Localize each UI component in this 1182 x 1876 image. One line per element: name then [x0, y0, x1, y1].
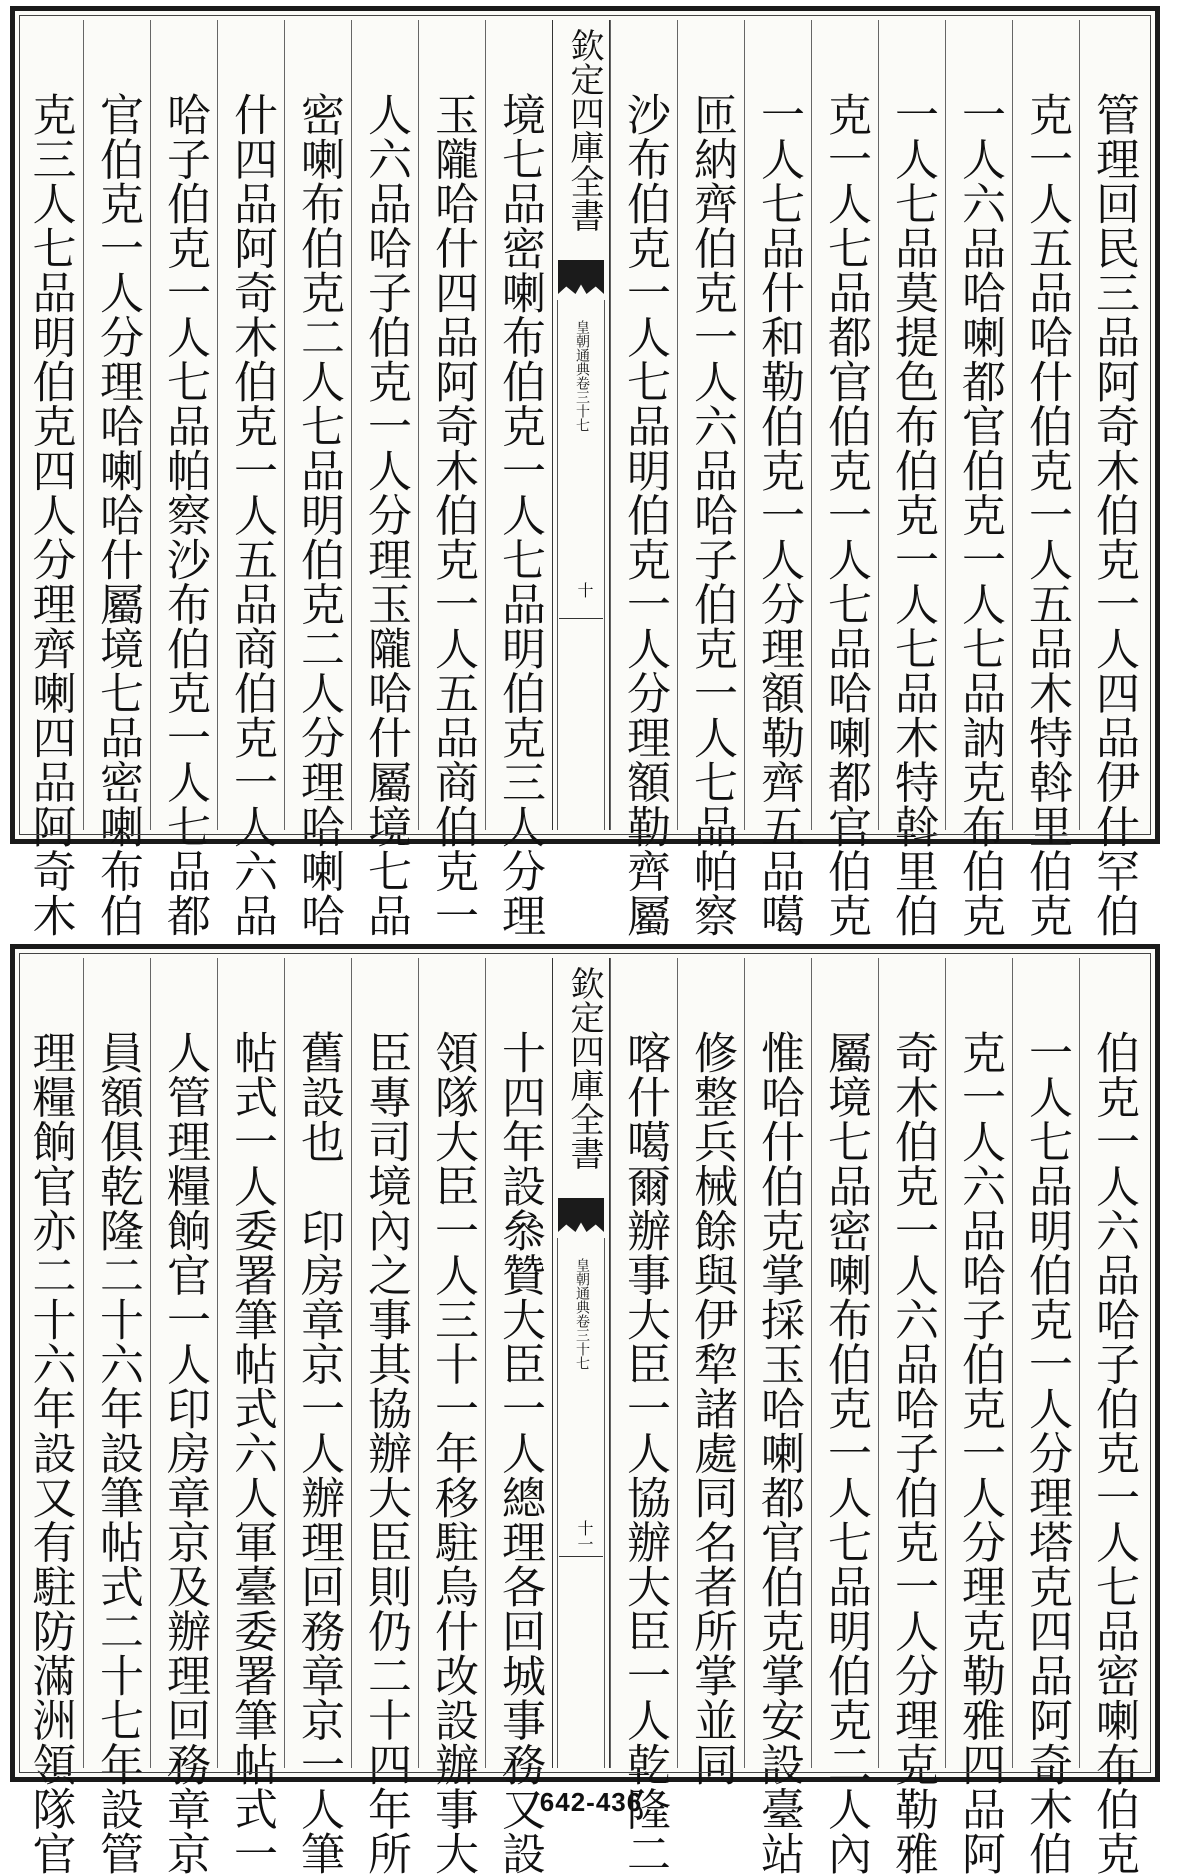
column-text: 一人七品莫提色布伯克一人七品木特斡里伯 — [887, 92, 938, 938]
column-text: 密喇布伯克二人七品明伯克二人分理哈喇哈 — [293, 92, 344, 938]
column-text: 修整兵械餘與伊犂諸處同名者所掌並同 — [686, 1030, 737, 1787]
text-column — [811, 958, 878, 1876]
text-column — [284, 20, 351, 938]
column-text: 屬境七品密喇布伯克一人七品明伯克二人內 — [820, 1030, 871, 1876]
text-column — [677, 958, 744, 1787]
fold-volume-label: 皇朝通典卷三十七 — [574, 1258, 590, 1370]
text-column — [16, 958, 83, 1876]
column-text: 克三人七品明伯克四人分理齊喇四品阿奇木 — [24, 92, 76, 938]
column-text: 理糧餉官亦二十六年設又有駐防滿洲領隊官 — [24, 1030, 76, 1876]
text-column — [351, 958, 418, 1876]
text-column — [351, 20, 418, 938]
text-column — [418, 958, 485, 1876]
column-text: 哈子伯克一人七品帕察沙布伯克一人七品都 — [159, 92, 210, 938]
text-column — [610, 20, 677, 938]
text-column — [677, 20, 744, 938]
text-column — [150, 958, 217, 1876]
fish-tail-ornament — [558, 1198, 604, 1232]
column-text: 人管理糧餉官一人印房章京及辦理回務章京 — [159, 1030, 210, 1876]
text-column — [878, 958, 945, 1876]
column-text: 一人七品明伯克一人分理塔克四品阿奇木伯 — [1021, 1030, 1072, 1876]
text-column — [217, 20, 284, 938]
page-number: 642-436 — [539, 1787, 643, 1817]
text-column — [284, 958, 351, 1876]
text-column — [744, 20, 811, 938]
center-fold — [552, 958, 610, 1768]
column-grid — [24, 20, 1146, 938]
column-text: 臣專司境內之事其協辦大臣則仍二十四年所 — [360, 1030, 411, 1876]
column-text: 舊設也 印房章京一人辦理回務章京一人筆 — [293, 1030, 344, 1876]
text-column — [945, 20, 1012, 938]
column-text: 沙布伯克一人七品明伯克一人分理額勒齊屬 — [619, 92, 670, 938]
text-column — [1079, 20, 1146, 938]
column-text: 境七品密喇布伯克一人七品明伯克三人分理 — [494, 92, 545, 938]
column-text: 克一人五品哈什伯克一人五品木特斡里伯克 — [1021, 92, 1072, 938]
text-column — [485, 958, 552, 1876]
folio-number: 十 — [575, 582, 594, 598]
text-column — [1012, 20, 1079, 938]
text-column — [744, 958, 811, 1876]
column-text: 管理回民三品阿奇木伯克一人四品伊什罕伯 — [1088, 92, 1139, 938]
text-column — [485, 20, 552, 938]
column-text: 克一人六品哈子伯克一人分理克勒雅四品阿 — [954, 1030, 1005, 1876]
column-text: 惟哈什伯克掌採玉哈喇都官伯克掌安設臺站 — [753, 1030, 804, 1876]
text-column — [1012, 958, 1079, 1876]
column-text: 十四年設叅贊大臣一人總理各回城事務又設 — [494, 1030, 545, 1876]
column-text: 什四品阿奇木伯克一人五品商伯克一人六品 — [226, 92, 277, 938]
text-column — [83, 958, 150, 1876]
column-text: 奇木伯克一人六品哈子伯克一人分理克勒雅 — [887, 1030, 938, 1876]
column-text: 員額俱乾隆二十六年設筆帖式二十七年設管 — [92, 1030, 143, 1876]
text-column — [610, 958, 677, 1876]
fish-tail-ornament — [558, 260, 604, 294]
column-text: 一人六品哈喇都官伯克一人七品訥克布伯克 — [954, 92, 1005, 938]
column-text: 喀什噶爾辦事大臣一人協辦大臣一人乾隆二 — [619, 1030, 670, 1876]
upper-page — [10, 6, 1160, 938]
text-column — [418, 20, 485, 938]
column-text: 帖式一人委署筆帖式六人軍臺委署筆帖式一 — [226, 1030, 277, 1876]
folio-rule — [559, 1556, 603, 1557]
center-fold — [552, 20, 610, 830]
text-column — [811, 20, 878, 938]
text-column — [1079, 958, 1146, 1876]
column-text: 領隊大臣一人三十一年移駐烏什改設辦事大 — [427, 1030, 478, 1876]
fold-title: 欽定四庫全書 — [564, 966, 604, 1170]
folio-rule — [559, 618, 603, 619]
text-column — [217, 958, 284, 1876]
text-column — [878, 20, 945, 938]
text-column — [83, 20, 150, 938]
text-column — [945, 958, 1012, 1876]
text-column — [16, 20, 83, 938]
column-text: 人六品哈子伯克一人分理玉隴哈什屬境七品 — [360, 92, 411, 938]
column-text: 克一人七品都官伯克一人七品哈喇都官伯克 — [820, 92, 871, 938]
fold-volume-label: 皇朝通典卷三十七 — [574, 320, 590, 432]
column-text: 玉隴哈什四品阿奇木伯克一人五品商伯克一 — [427, 92, 478, 938]
column-text: 一人七品什和勒伯克一人分理額勒齊五品噶 — [753, 92, 804, 938]
column-text: 匝納齊伯克一人六品哈子伯克一人七品帕察 — [686, 92, 737, 938]
fold-title: 欽定四庫全書 — [564, 28, 604, 232]
text-column — [150, 20, 217, 938]
column-text: 官伯克一人分理哈喇哈什屬境七品密喇布伯 — [92, 92, 143, 938]
column-text: 伯克一人六品哈子伯克一人七品密喇布伯克 — [1088, 1030, 1139, 1876]
folio-number: 十一 — [575, 1520, 594, 1552]
